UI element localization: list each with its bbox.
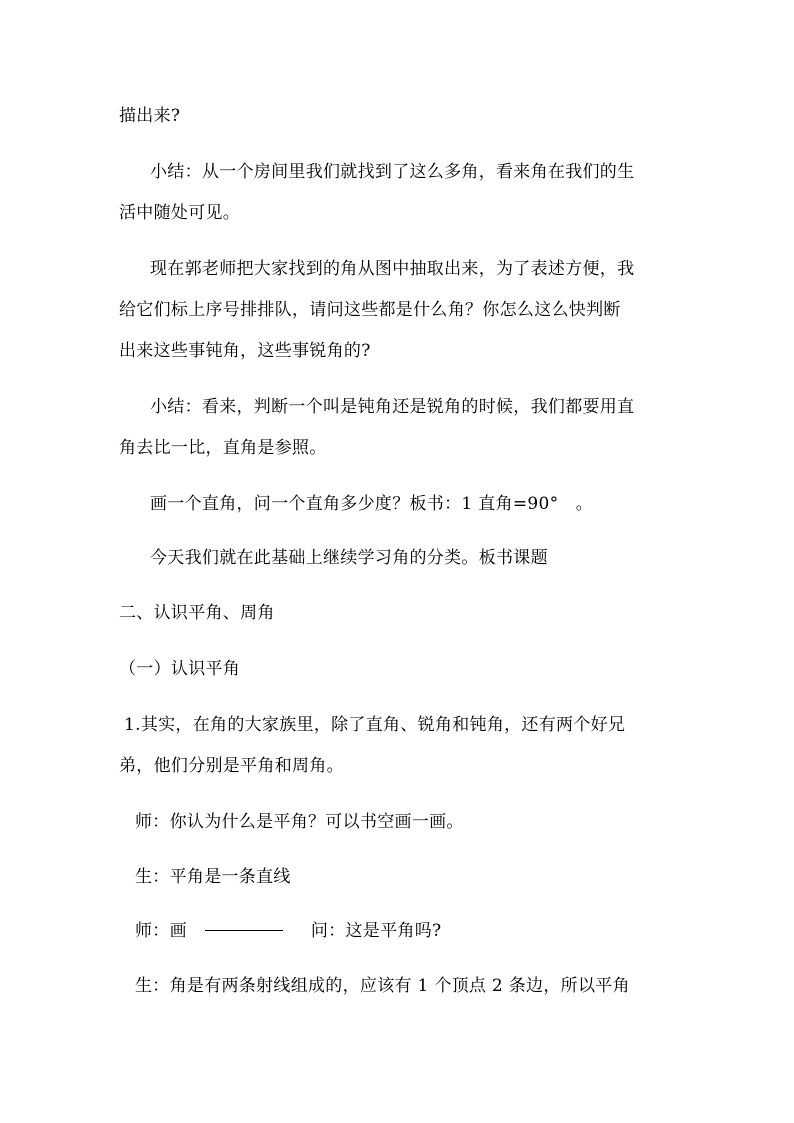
section-heading: 二、认识平角、周角	[119, 603, 275, 623]
paragraph-line: 今天我们就在此基础上继续学习角的分类。板书课题	[150, 548, 548, 568]
dialogue-line: 师：你认为什么是平角？可以书空画一画。	[135, 812, 464, 832]
list-item-line: 弟，他们分别是平角和周角。	[119, 756, 344, 776]
dialogue-line	[135, 919, 441, 943]
dialogue-text: 师：画	[135, 921, 187, 941]
paragraph-line: 出来这些事钝角，这些事锐角的?	[119, 341, 371, 361]
paragraph-line: 画一个直角，问一个直角多少度？板书：1 直角=90° 。	[150, 494, 593, 514]
summary-line: 角去比一比，直角是参照。	[119, 438, 327, 458]
dialogue-text: 问：这是平角吗?	[310, 921, 442, 941]
subsection-heading: （一）认识平角	[119, 659, 241, 679]
summary-line: 小结：从一个房间里我们就找到了这么多角，看来角在我们的生	[150, 162, 635, 182]
paragraph-line: 描出来?	[119, 106, 181, 126]
summary-line: 小结：看来，判断一个叫是钝角还是锐角的时候，我们都要用直	[150, 397, 635, 417]
drawn-straight-line	[205, 930, 283, 931]
paragraph-line: 给它们标上序号排排队，请问这些都是什么角？你怎么这么快判断	[119, 300, 621, 320]
dialogue-line: 生：平角是一条直线	[135, 867, 291, 887]
paragraph-line: 现在郭老师把大家找到的角从图中抽取出来，为了表述方便，我	[150, 259, 635, 279]
list-item-line: 1.其实，在角的大家族里，除了直角、锐角和钝角，还有两个好兄	[124, 715, 626, 735]
dialogue-line: 生：角是有两条射线组成的，应该有 1 个顶点 2 条边，所以平角	[135, 976, 630, 996]
summary-line: 活中随处可见。	[119, 203, 241, 223]
